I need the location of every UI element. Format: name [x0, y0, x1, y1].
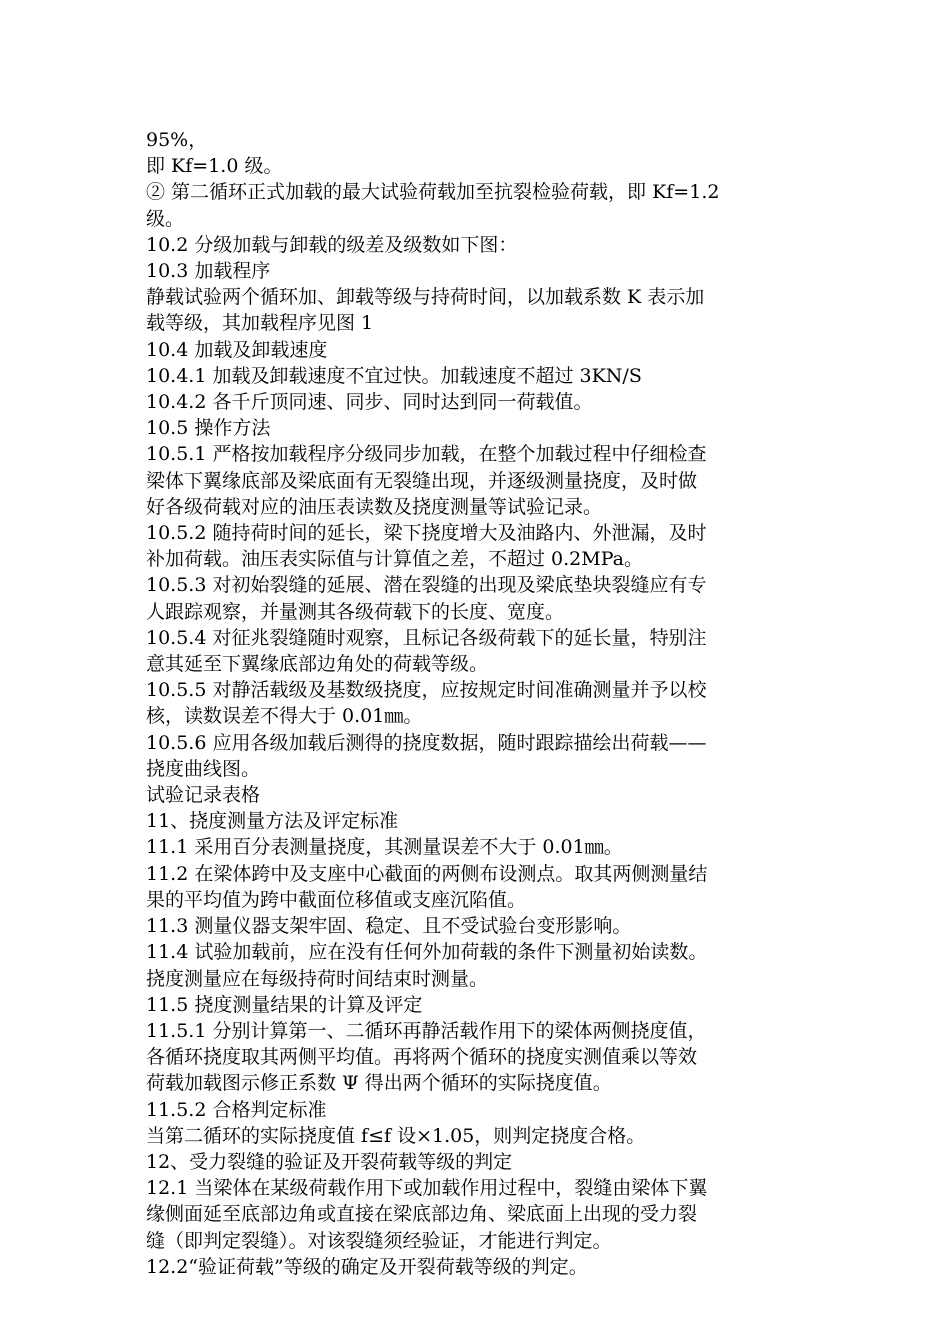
text-line: 即 Kf=1.0 级。 [146, 155, 283, 178]
text-line: 意其延至下翼缘底部边角处的荷载等级。 [146, 653, 489, 676]
document-body [146, 127, 818, 1280]
text-line: 10.5.4 对征兆裂缝随时观察，且标记各级荷载下的延长量，特别注 [146, 626, 707, 649]
section-heading: 11.5.2 合格判定标准 [146, 1098, 327, 1121]
text-line: 级。 [146, 207, 185, 230]
text-line: 缘侧面延至底部边角或直接在梁底部边角、梁底面上出现的受力裂 [146, 1203, 698, 1226]
text-line: 挠度曲线图。 [146, 757, 261, 780]
text-line: 12.2“验证荷载”等级的确定及开裂荷载等级的判定。 [146, 1255, 588, 1278]
text-line: 缝（即判定裂缝）。对该裂缝须经验证，才能进行判定。 [146, 1229, 612, 1252]
text-line: 10.4.2 各千斤顶同速、同步、同时达到同一荷载值。 [146, 391, 593, 414]
text-line: 核，读数误差不得大于 0.01㎜。 [146, 705, 423, 728]
text-line: ② 第二循环正式加载的最大试验荷载加至抗裂检验荷载，即 Kf=1.2 [146, 181, 720, 204]
text-line: 10.4.1 加载及卸载速度不宜过快。加载速度不超过 3KN/S [146, 364, 642, 387]
text-line: 各循环挠度取其两侧平均值。再将两个循环的挠度实测值乘以等效 [146, 1046, 698, 1069]
text-line: 95%， [146, 129, 208, 151]
text-line: 10.5.3 对初始裂缝的延展、潜在裂缝的出现及梁底垫块裂缝应有专 [146, 574, 707, 597]
section-heading: 11、挠度测量方法及评定标准 [146, 810, 399, 833]
text-line: 果的平均值为跨中截面位移值或支座沉陷值。 [146, 888, 527, 911]
text-line: 当第二循环的实际挠度值 f≤f 设×1.05，则判定挠度合格。 [146, 1124, 646, 1147]
text-line: 人跟踪观察，并量测其各级荷载下的长度、宽度。 [146, 600, 565, 623]
text-line: 荷载加载图示修正系数 Ψ 得出两个循环的实际挠度值。 [146, 1072, 612, 1095]
text-line: 11.5.1 分别计算第一、二循环再静活载作用下的梁体两侧挠度值， [146, 1019, 707, 1042]
section-heading: 10.5 操作方法 [146, 417, 271, 440]
text-line: 梁体下翼缘底部及梁底面有无裂缝出现，并逐级测量挠度，及时做 [146, 469, 698, 492]
text-line: 11.2 在梁体跨中及支座中心截面的两侧布设测点。取其两侧测量结 [146, 862, 708, 885]
text-line: 挠度测量应在每级持荷时间结束时测量。 [146, 967, 489, 990]
section-heading: 12、受力裂缝的验证及开裂荷载等级的判定 [146, 1150, 513, 1173]
section-heading: 10.4 加载及卸载速度 [146, 338, 328, 361]
text-line: 10.5.5 对静活载级及基数级挠度，应按规定时间准确测量并予以校 [146, 679, 707, 702]
section-heading: 试验记录表格 [146, 784, 261, 807]
text-line: 静载试验两个循环加、卸载等级与持荷时间，以加载系数 K 表示加 [146, 286, 705, 309]
text-line: 载等级，其加载程序见图 1 [146, 312, 374, 335]
text-line: 10.5.2 随持荷时间的延长，梁下挠度增大及油路内、外泄漏，及时 [146, 522, 707, 545]
section-heading: 10.3 加载程序 [146, 260, 271, 283]
text-line: 10.5.1 严格按加载程序分级同步加载，在整个加载过程中仔细检查 [146, 443, 707, 466]
text-line: 12.1 当梁体在某级荷载作用下或加载作用过程中，裂缝由梁体下翼 [146, 1177, 708, 1200]
text-line: 11.3 测量仪器支架牢固、稳定、且不受试验台变形影响。 [146, 915, 632, 938]
text-line: 10.2 分级加载与卸载的级差及级数如下图： [146, 233, 518, 256]
text-line: 10.5.6 应用各级加载后测得的挠度数据，随时跟踪描绘出荷载—— [146, 731, 707, 754]
text-line: 11.1 采用百分表测量挠度，其测量误差不大于 0.01㎜。 [146, 836, 623, 859]
section-heading: 11.5 挠度测量结果的计算及评定 [146, 993, 423, 1016]
text-line: 11.4 试验加载前，应在没有任何外加荷载的条件下测量初始读数。 [146, 941, 708, 964]
text-line: 好各级荷载对应的油压表读数及挠度测量等试验记录。 [146, 495, 603, 518]
text-line: 补加荷载。油压表实际值与计算值之差，不超过 0.2MPa。 [146, 548, 643, 571]
